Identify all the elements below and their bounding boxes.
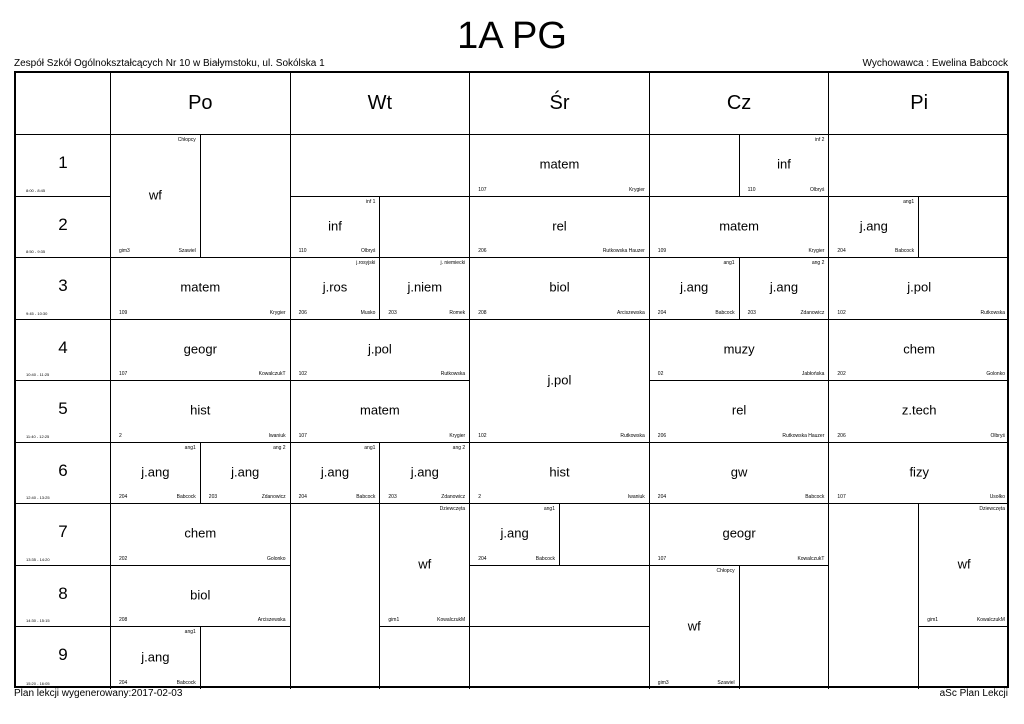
period-number: 8: [58, 583, 68, 603]
lesson-subject: hist: [549, 464, 570, 480]
lesson-room: 206: [298, 309, 307, 316]
lesson-subject: wf: [418, 556, 432, 572]
lesson-room: 110: [747, 186, 756, 193]
empty-cell: [470, 566, 650, 628]
lesson-subject: j.ang: [141, 649, 170, 665]
lesson-cell[interactable]: [829, 258, 1009, 320]
lesson-group: Chłopcy: [177, 137, 196, 143]
lesson-subject: j.ang: [141, 464, 170, 480]
lesson-group: ang1: [364, 444, 376, 451]
lesson-room: 107: [119, 371, 128, 377]
lesson-room: 204: [478, 555, 487, 562]
lesson-subject: matem: [360, 402, 400, 418]
lesson-room: 203: [747, 309, 756, 316]
lesson-subject: biol: [549, 279, 570, 295]
lesson-room: 202: [837, 371, 846, 377]
lesson-teacher: Jabłońska: [801, 371, 825, 377]
lesson-cell[interactable]: [111, 135, 201, 258]
lesson-cell[interactable]: [740, 258, 830, 320]
lesson-cell[interactable]: [291, 258, 381, 320]
lesson-teacher: Iwaniuk: [627, 494, 645, 500]
lesson-subject: inf: [328, 218, 342, 234]
lesson-cell[interactable]: [829, 197, 919, 259]
lesson-subject: chem: [903, 341, 936, 357]
lesson-group: Dziewczęta: [979, 506, 1005, 512]
lesson-cell[interactable]: [111, 504, 291, 566]
empty-cell: [650, 135, 740, 197]
lesson-group: inf 1: [365, 198, 376, 205]
lesson-subject: j.pol: [367, 341, 392, 357]
lesson-subject: gw: [730, 464, 748, 480]
lesson-cell[interactable]: [650, 381, 830, 443]
lesson-subject: muzy: [723, 341, 755, 357]
lesson-teacher: Romek: [449, 309, 466, 316]
lesson-teacher: KowalczukT: [258, 371, 286, 377]
lesson-subject: geogr: [183, 341, 217, 357]
lesson-subject: j.ang: [859, 218, 888, 234]
lesson-subject: biol: [190, 587, 211, 603]
lesson-teacher: Rutkowska: [980, 309, 1005, 316]
lesson-subject: matem: [539, 156, 580, 172]
lesson-teacher: Rutkowska: [440, 371, 466, 377]
lesson-room: 107: [837, 494, 846, 500]
lesson-subject: hist: [190, 402, 211, 418]
lesson-group: ang 2: [452, 444, 466, 451]
lesson-subject: j.ros: [322, 279, 348, 295]
lesson-room: 204: [657, 494, 667, 500]
lesson-subject: matem: [180, 279, 221, 295]
period-time: 8:00 - 8:45: [26, 187, 46, 193]
lesson-room: gim1: [388, 617, 400, 623]
period-number: 3: [58, 276, 68, 295]
corner-cell: [16, 73, 111, 135]
lesson-room: 107: [657, 555, 667, 562]
lesson-teacher: Rutkowska: [620, 432, 645, 439]
lesson-room: 2: [478, 494, 481, 500]
lesson-room: 110: [298, 248, 307, 254]
lesson-subject: j.ang: [410, 464, 439, 480]
empty-cell: [380, 627, 470, 689]
empty-cell: [380, 197, 470, 259]
lesson-teacher: Zdanowicz: [261, 494, 286, 500]
period-number: 4: [58, 337, 68, 357]
lesson-cell[interactable]: [111, 443, 201, 505]
lesson-subject: j.niem: [407, 279, 443, 295]
lesson-cell[interactable]: [380, 258, 470, 320]
generated-date: Plan lekcji wygenerowany:2017-02-03: [14, 688, 183, 699]
lesson-subject: j.ang: [500, 525, 529, 541]
lesson-teacher: Babcock: [805, 494, 825, 500]
empty-cell: [919, 627, 1009, 689]
period-number: 1: [58, 153, 68, 172]
lesson-teacher: Szawiel: [178, 248, 196, 254]
lesson-group: j. niemiecki: [440, 260, 466, 266]
lesson-teacher: Szawiel: [717, 679, 735, 686]
empty-cell: [201, 135, 291, 258]
lesson-room: gim3: [657, 679, 669, 686]
lesson-cell[interactable]: [650, 258, 740, 320]
period-time: 8:50 - 9:35: [26, 249, 46, 254]
lesson-subject: j.pol: [907, 279, 932, 295]
lesson-group: ang 2: [273, 444, 286, 451]
period-number: 5: [58, 399, 68, 418]
school-name: Zespół Szkół Ogólnokształcących Nr 10 w Białymstoku, ul. Sokólska 1: [14, 58, 325, 69]
lesson-teacher: KowalczukM: [976, 617, 1005, 623]
lesson-teacher: Golonko: [986, 371, 1005, 377]
lesson-group: ang1: [543, 506, 555, 512]
period-cell: [16, 197, 111, 259]
lesson-room: 206: [657, 432, 667, 439]
lesson-cell[interactable]: [829, 381, 1009, 443]
lesson-room: 203: [388, 309, 397, 316]
lesson-teacher: Zdanowicz: [800, 309, 825, 316]
lesson-cell[interactable]: [470, 320, 650, 443]
lesson-subject: rel: [552, 218, 567, 234]
lesson-teacher: Babcock: [715, 309, 735, 316]
empty-cell: [291, 135, 471, 197]
lesson-room: 107: [478, 186, 487, 193]
lesson-room: 109: [119, 309, 128, 316]
day-header: Po: [111, 73, 291, 135]
period-time: 11:40 - 12:25: [26, 433, 50, 439]
lesson-subject: j.ang: [769, 279, 799, 295]
lesson-cell[interactable]: [650, 443, 830, 505]
lesson-teacher: Arciszewska: [616, 309, 645, 316]
period-number: 2: [58, 214, 68, 234]
lesson-subject: matem: [719, 218, 759, 234]
lesson-room: 204: [657, 309, 667, 316]
lesson-subject: chem: [184, 525, 217, 541]
lesson-teacher: Babcock: [176, 494, 196, 500]
lesson-subject: fizy: [909, 464, 929, 480]
lesson-subject: rel: [731, 402, 747, 418]
day-header: Śr: [470, 73, 650, 135]
lesson-cell[interactable]: [291, 443, 381, 505]
lesson-room: 102: [837, 309, 846, 316]
empty-cell: [829, 504, 919, 689]
lesson-teacher: Babcock: [176, 679, 196, 686]
lesson-subject: wf: [148, 187, 162, 203]
lesson-teacher: Krygier: [808, 248, 825, 254]
period-time: 13:35 - 14:20: [26, 556, 50, 562]
empty-cell: [470, 627, 650, 689]
lesson-room: 204: [837, 248, 846, 254]
lesson-subject: wf: [957, 556, 971, 572]
lesson-room: 206: [837, 432, 846, 439]
lesson-cell[interactable]: [740, 135, 830, 197]
lesson-group: ang 2: [811, 260, 825, 266]
lesson-room: 203: [208, 494, 218, 500]
lesson-subject: wf: [687, 618, 701, 634]
empty-cell: [291, 504, 381, 689]
lesson-room: 02: [657, 371, 664, 377]
lesson-room: 204: [119, 494, 128, 500]
lesson-room: 102: [298, 371, 307, 377]
lesson-cell[interactable]: [291, 320, 471, 382]
lesson-cell[interactable]: [111, 320, 291, 382]
lesson-room: 2: [119, 432, 122, 439]
lesson-room: 202: [119, 555, 128, 562]
lesson-group: j.rosyjski: [356, 260, 376, 266]
period-number: 6: [58, 460, 68, 480]
lesson-room: 107: [298, 432, 307, 439]
lesson-cell[interactable]: [111, 258, 291, 320]
lesson-teacher: Olbryś: [809, 186, 825, 193]
lesson-subject: j.ang: [231, 464, 260, 480]
lesson-subject: z.tech: [901, 402, 937, 418]
day-header: Pi: [829, 73, 1009, 135]
lesson-teacher: Rutkowska Hauzer: [602, 248, 645, 254]
lesson-cell[interactable]: [650, 197, 830, 259]
period-number: 9: [58, 645, 68, 664]
lesson-cell[interactable]: [919, 504, 1009, 627]
lesson-cell[interactable]: [650, 504, 830, 566]
period-cell: [16, 320, 111, 382]
period-time: 10:40 - 11:25: [26, 372, 50, 377]
lesson-teacher: Golonko: [266, 555, 286, 562]
lesson-cell[interactable]: [380, 504, 470, 627]
timetable-grid: [14, 71, 1009, 688]
period-cell: [16, 627, 111, 689]
lesson-teacher: Olbryś: [360, 248, 376, 254]
period-cell: [16, 258, 111, 320]
empty-cell: [201, 627, 291, 689]
lesson-cell[interactable]: [829, 443, 1009, 505]
lesson-group: ang1: [184, 444, 196, 451]
lesson-room: 208: [478, 309, 487, 316]
lesson-room: gim1: [927, 617, 939, 623]
lesson-teacher: Babcock: [535, 555, 555, 562]
lesson-room: 109: [657, 248, 667, 254]
lesson-room: 208: [119, 617, 128, 623]
lesson-subject: geogr: [722, 525, 756, 541]
lesson-subject: inf: [777, 156, 791, 172]
lesson-teacher: Babcock: [356, 494, 376, 500]
lesson-teacher: Iwaniuk: [268, 432, 286, 439]
period-time: 9:45 - 10:30: [26, 310, 48, 316]
lesson-teacher: Krygier: [628, 186, 645, 193]
lesson-cell[interactable]: [470, 258, 650, 320]
lesson-teacher: Olbryś: [990, 432, 1005, 439]
lesson-group: inf 2: [814, 137, 825, 143]
lesson-group: ang1: [184, 629, 196, 635]
lesson-cell[interactable]: [291, 197, 381, 259]
lesson-cell[interactable]: [829, 320, 1009, 382]
period-cell: [16, 504, 111, 566]
lesson-teacher: KowalczukM: [437, 617, 466, 623]
lesson-teacher: Krygier: [449, 432, 466, 439]
lesson-cell[interactable]: [111, 381, 291, 443]
lesson-room: 204: [119, 679, 128, 686]
period-number: 7: [58, 522, 68, 541]
lesson-cell[interactable]: [470, 197, 650, 259]
lesson-teacher: KowalczukT: [797, 555, 825, 562]
lesson-cell[interactable]: [291, 381, 471, 443]
page-title: 1A PG: [457, 15, 567, 57]
empty-cell: [829, 135, 1009, 197]
empty-cell: [740, 566, 830, 689]
period-cell: [16, 135, 111, 197]
day-header: Cz: [650, 73, 830, 135]
lesson-group: Chłopcy: [716, 567, 735, 574]
lesson-subject: j.ang: [320, 464, 350, 480]
period-cell: [16, 566, 111, 628]
software-name: aSc Plan Lekcji: [939, 688, 1008, 699]
lesson-cell[interactable]: [201, 443, 291, 505]
lesson-teacher: Babcock: [895, 248, 915, 254]
lesson-room: 102: [478, 432, 487, 439]
lesson-cell[interactable]: [650, 566, 740, 689]
lesson-group: Dziewczęta: [439, 506, 466, 512]
lesson-teacher: Arciszewska: [257, 617, 286, 623]
lesson-cell[interactable]: [111, 627, 201, 689]
lesson-teacher: Usołko: [989, 494, 1005, 500]
empty-cell: [560, 504, 650, 566]
period-time: 15:20 - 16:05: [26, 680, 50, 686]
lesson-teacher: Musko: [360, 309, 376, 316]
lesson-teacher: Rutkowska Hauzer: [782, 432, 825, 439]
lesson-group: ang1: [723, 260, 735, 266]
empty-cell: [919, 197, 1009, 259]
period-time: 14:30 - 15:15: [26, 618, 50, 623]
lesson-room: 204: [298, 494, 307, 500]
lesson-teacher: Zdanowicz: [441, 494, 466, 500]
lesson-cell[interactable]: [470, 504, 560, 566]
class-teacher: Wychowawca : Ewelina Babcock: [862, 58, 1008, 69]
lesson-cell[interactable]: [111, 566, 291, 628]
period-cell: [16, 381, 111, 443]
period-time: 12:40 - 13:25: [26, 495, 50, 500]
day-header: Wt: [291, 73, 471, 135]
lesson-cell[interactable]: [470, 135, 650, 197]
lesson-room: gim3: [119, 248, 130, 254]
lesson-teacher: Krygier: [269, 309, 286, 316]
lesson-room: 206: [478, 248, 487, 254]
period-cell: [16, 443, 111, 505]
lesson-room: 203: [388, 494, 397, 500]
lesson-cell[interactable]: [470, 443, 650, 505]
lesson-subject: j.ang: [680, 279, 709, 295]
lesson-cell[interactable]: [650, 320, 830, 382]
lesson-cell[interactable]: [380, 443, 470, 505]
lesson-subject: j.pol: [547, 371, 572, 387]
lesson-group: ang1: [903, 198, 915, 205]
